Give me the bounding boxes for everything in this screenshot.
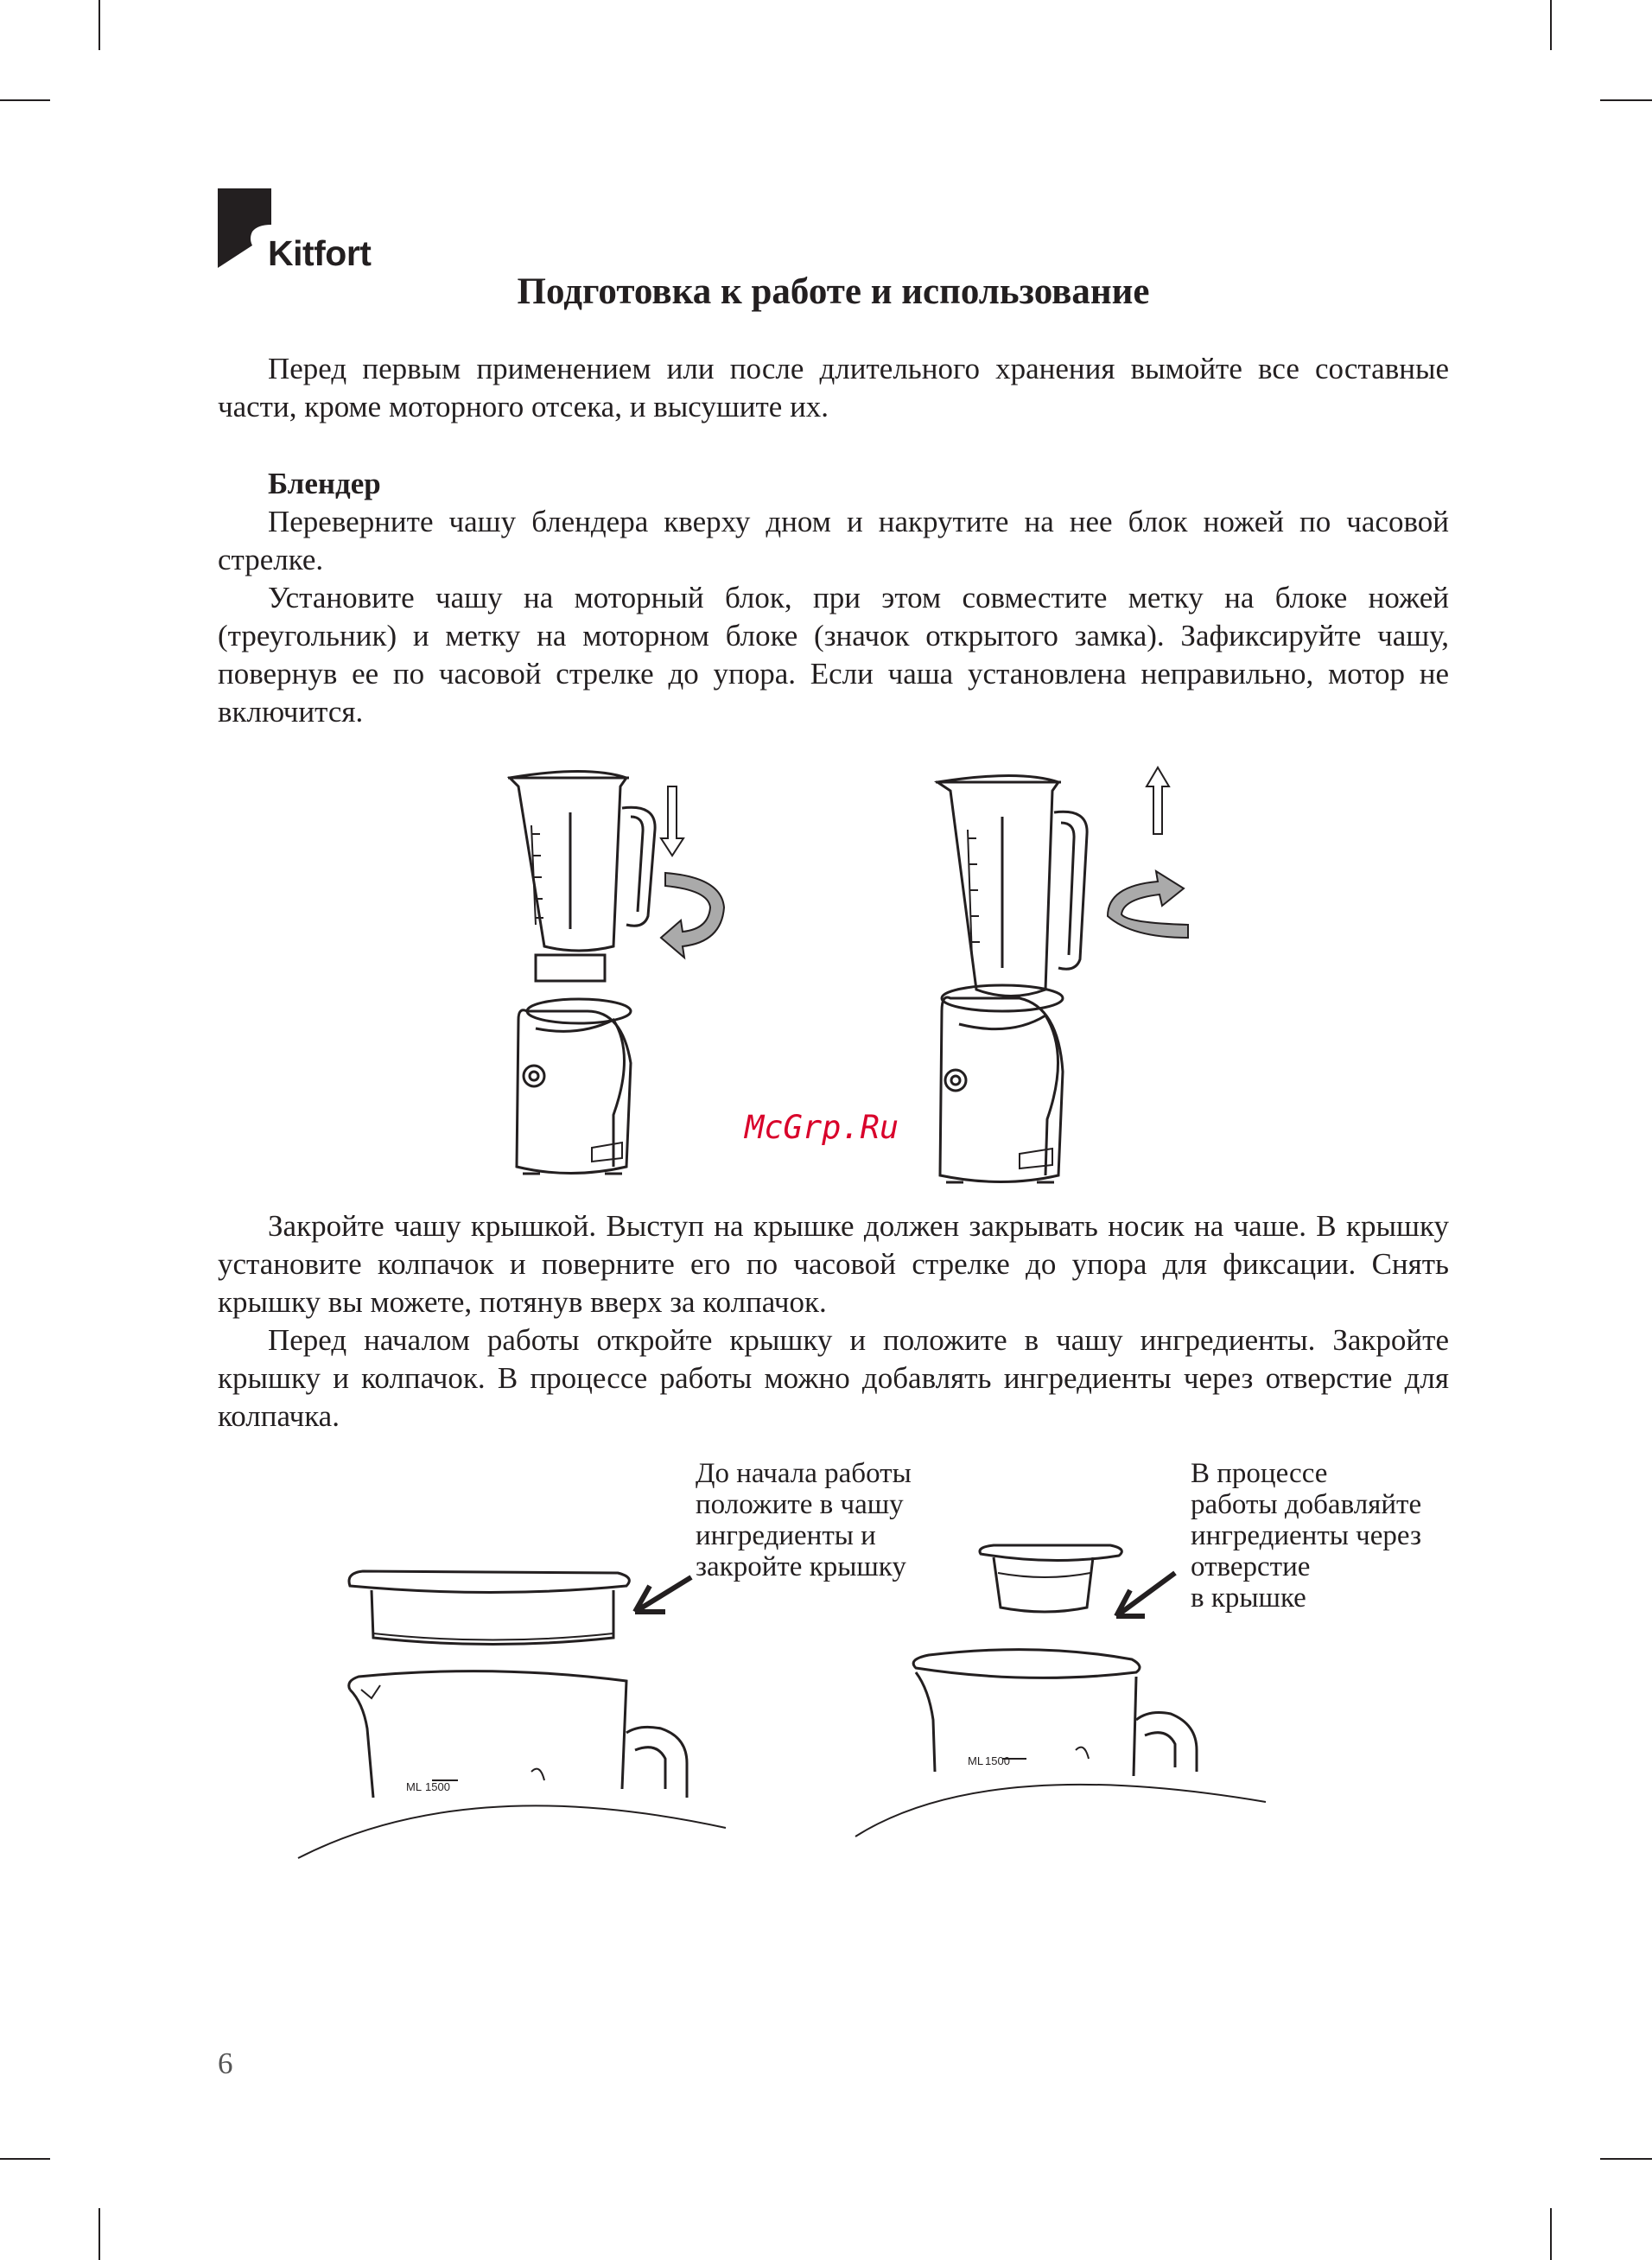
jar-left [349,1671,687,1798]
page-title: Подготовка к работе и использование [517,271,1150,312]
section-heading-blender: Блендер [268,467,381,500]
jar-right [913,1650,1197,1776]
crop-mark [1550,0,1552,50]
crop-mark [1550,2208,1552,2260]
rotate-clockwise-icon [1108,871,1188,938]
lid-paragraph-1: Закройте чашу крышкой. Выступ на крышке должен закрывать носик на чаше. В крышку установите колпачок и поверните его по часовой стрелке до упора для фиксации. Снять крышку вы можете, потянув вверх за колпачок. [218,1209,1449,1319]
motor-base-left [517,999,631,1174]
brand-name: Kitfort [268,233,372,273]
crop-mark [0,2158,50,2160]
jar-volume-label: 1500 [985,1754,1010,1767]
arrow-pointer-icon [1116,1573,1175,1616]
crop-mark [1600,99,1652,101]
blender-paragraph-1: Переверните чашу блендера кверху дном и накрутите на нее блок ножей по часовой стрелке. [218,505,1449,576]
rotate-clockwise-icon [661,873,724,958]
blender-assembled-right [936,776,1087,1183]
blender-jar-left [508,772,655,982]
jar-volume-label: 1500 [425,1780,450,1793]
arrow-pointer-icon [635,1577,691,1612]
cap-right [980,1545,1121,1612]
watermark: McGrp.Ru [745,1109,899,1146]
page-number: 6 [218,2047,233,2080]
arrow-down-icon [661,786,683,856]
caption-during-use: В процессе работы добавляйте ингредиенты через отверстие в крышке [1191,1458,1422,1614]
lid-left [349,1571,629,1645]
lid-paragraph-2: Перед началом работы откройте крышку и положите в чашу ингредиенты. Закройте крышку и колпачок. В процессе работы можно добавлять ингредиенты через отверстие для колпачка. [218,1323,1449,1433]
blender-paragraph-2: Установите чашу на моторный блок, при этом совместите метку на блоке ножей (треугольник) и метку на моторном блоке (значок открытого замка). Зафиксируйте чашу, повернув ее по часовой стрелке до упора. Если чаша установлена неправильно, мотор не включится. [218,581,1449,729]
base-outline-right [855,1785,1266,1837]
jar-unit-label: ML [968,1754,984,1767]
arrow-up-icon [1147,767,1169,834]
intro-paragraph: Перед первым применением или после длительного хранения вымойте все составные части, кроме моторного отсека, и высушите их. [218,352,1449,423]
crop-mark [98,2208,100,2260]
crop-mark [98,0,100,50]
kitfort-logo [218,188,391,275]
crop-mark [1600,2158,1652,2160]
crop-mark [0,99,50,101]
base-outline-left [298,1805,726,1858]
caption-before-use: До начала работы положите в чашу ингредиенты и закройте крышку [696,1458,912,1582]
jar-unit-label: ML [406,1780,423,1793]
lid-and-cap-illustration [294,1504,1279,1867]
